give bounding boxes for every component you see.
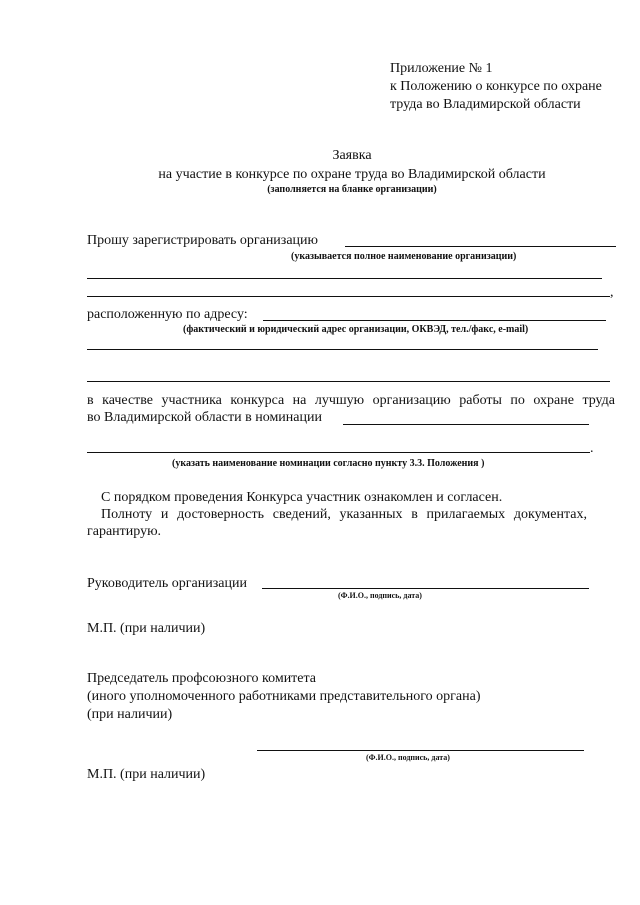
org-name-label: Прошу зарегистрировать организацию [87,233,318,248]
union-chairman-line3: (при наличии) [87,707,173,722]
org-name-hint: (указывается полное наименование организации) [291,251,517,262]
address-label: расположенную по адресу: [87,307,248,322]
org-name-field[interactable] [345,246,616,247]
statement-line2: Полноту и достоверность сведений, указанных в прилагаемых документах, [101,507,587,522]
address-field-line-3[interactable] [87,381,610,382]
nomination-text-line1: в качестве участника конкурса на лучшую организацию работы по охране труда [87,393,615,408]
org-name-field-line-3[interactable] [87,296,610,297]
appendix-number: Приложение № 1 [390,61,493,76]
form-title: Заявка [332,148,372,163]
head-signature-hint: (Ф.И.О., подпись, дата) [338,591,422,600]
head-signature-field[interactable] [262,588,589,589]
union-signature-field[interactable] [257,750,584,751]
appendix-region: труда во Владимирской области [390,97,581,112]
union-chairman-line2: (иного уполномоченного работниками представительного органа) [87,689,481,704]
nomination-period: . [590,441,594,456]
union-stamp-label: М.П. (при наличии) [87,767,206,782]
appendix-reference: к Положению о конкурсе по охране [390,79,602,94]
union-chairman-line1: Председатель профсоюзного комитета [87,671,317,686]
head-signature-label: Руководитель организации [87,576,247,591]
statement-line1: С порядком проведения Конкурса участник ознакомлен и согласен. [101,490,503,505]
statement-line3: гарантирую. [87,524,162,539]
form-subtitle: на участие в конкурсе по охране труда во Владимирской области [158,167,546,182]
union-signature-hint: (Ф.И.О., подпись, дата) [366,753,450,762]
nomination-hint: (указать наименование номинации согласно пункту 3.3. Положения ) [172,458,485,469]
nomination-field[interactable] [343,424,589,425]
nomination-text-line2: во Владимирской области в номинации [87,410,322,425]
address-field[interactable] [263,320,606,321]
form-note: (заполняется на бланке организации) [267,184,437,195]
nomination-field-line-2[interactable] [87,452,590,453]
org-name-field-line-2[interactable] [87,278,602,279]
org-name-comma: , [610,285,614,300]
address-hint: (фактический и юридический адрес организации, ОКВЭД, тел./факс, e-mail) [183,324,529,335]
head-stamp-label: М.П. (при наличии) [87,621,206,636]
address-field-line-2[interactable] [87,349,598,350]
